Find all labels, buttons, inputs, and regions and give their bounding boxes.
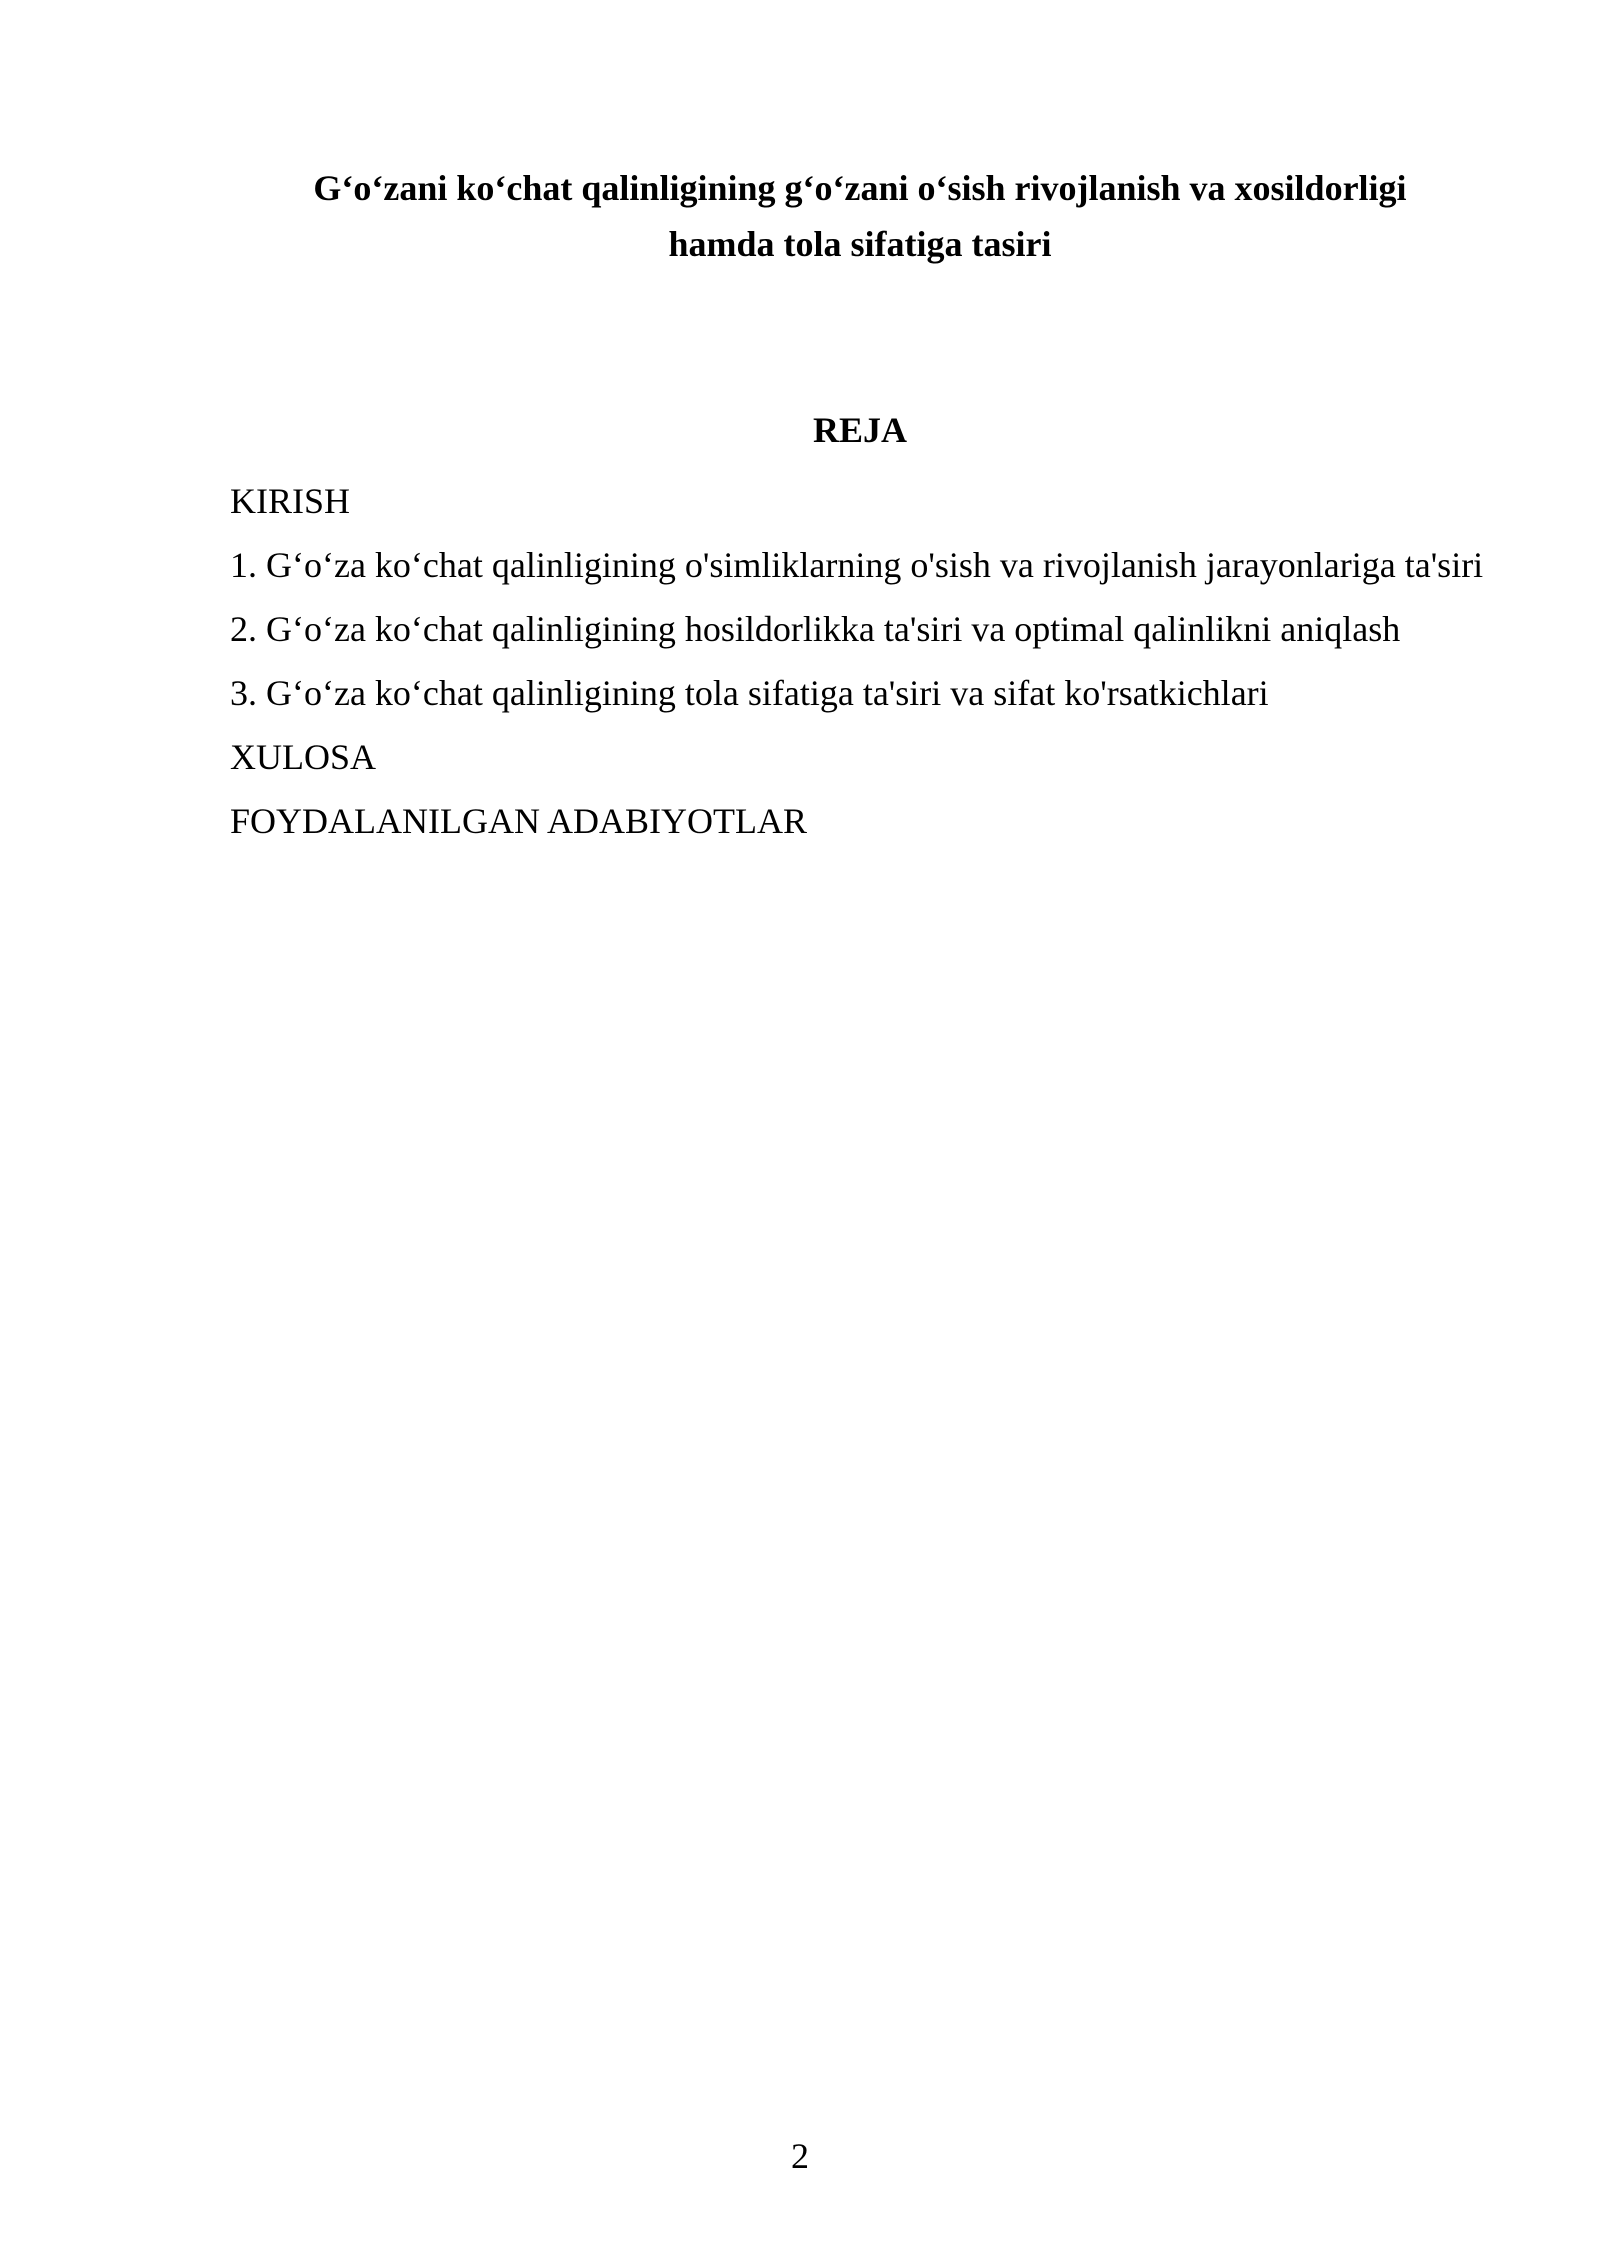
plan-item-2: 2. G‘o‘za ko‘chat qalinligining hosildorlikka ta'siri va optimal qalinlikni aniqlash (230, 609, 1401, 649)
document-title-line-2: hamda tola sifatiga tasiri (668, 224, 1052, 264)
plan-item-references: FOYDALANILGAN ADABIYOTLAR (230, 801, 807, 841)
document-title-line-1: G‘o‘zani ko‘chat qalinligining g‘o‘zani o‘sish rivojlanish va xosildorligi (313, 168, 1407, 208)
plan-item-conclusion: XULOSA (230, 737, 377, 777)
plan-item-3: 3. G‘o‘za ko‘chat qalinligining tola sifatiga ta'siri va sifat ko'rsatkichlari (230, 673, 1269, 713)
plan-heading: REJA (812, 410, 907, 450)
plan-item-1: 1. G‘o‘za ko‘chat qalinligining o'simliklarning o'sish va rivojlanish jarayonlariga ta'siri (230, 545, 1484, 585)
plan-list (230, 473, 1490, 857)
page-number: 2 (791, 2136, 809, 2176)
document-title (230, 160, 1490, 272)
plan-item-introduction: KIRISH (230, 481, 351, 521)
